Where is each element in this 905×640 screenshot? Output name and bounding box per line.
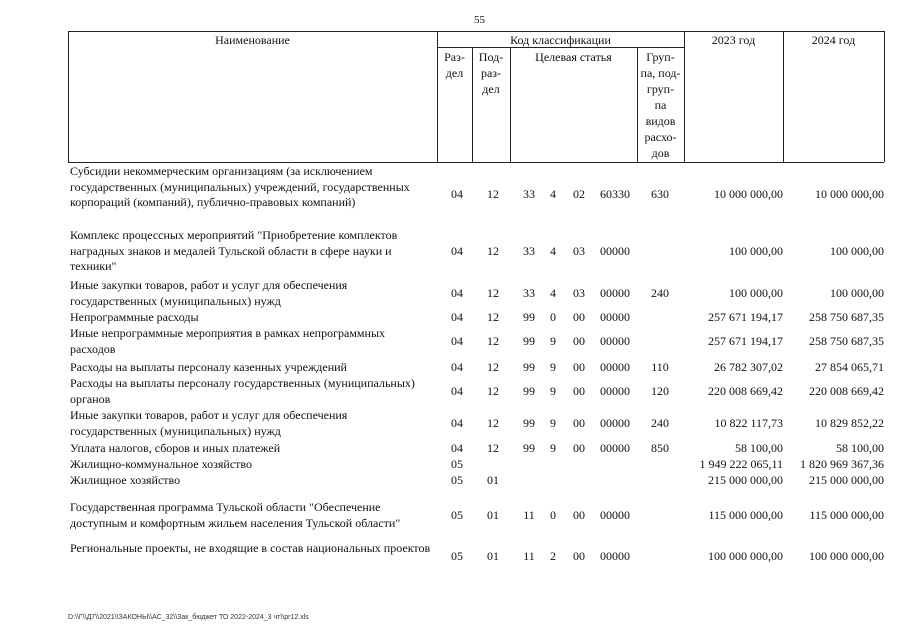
target-part2-cell: 4	[550, 285, 556, 300]
target-part4-cell: 00000	[600, 310, 630, 324]
group-cell: 120	[651, 383, 669, 398]
header-target: Целевая статья	[535, 50, 612, 64]
target-part3-cell: 00	[573, 507, 585, 522]
target-part3-cell: 03	[573, 285, 585, 300]
amount-2024-cell: 100 000,00	[830, 285, 884, 300]
row-name: Расходы на выплаты персоналу казенных учреждений	[70, 360, 347, 374]
target-part3-cell: 00	[573, 360, 585, 374]
group-cell: 240	[651, 415, 669, 430]
target-part2-cell: 9	[550, 333, 556, 348]
target-part4-cell: 60330	[600, 187, 630, 202]
amount-2024-cell: 1 820 969 367,36	[800, 457, 884, 471]
table-row	[0, 541, 905, 572]
target-part4-cell: 00000	[600, 548, 630, 563]
target-part2-cell: 9	[550, 415, 556, 430]
table-row	[0, 441, 905, 457]
header-podrazdel: Под- раз- дел	[478, 50, 504, 96]
amount-2023-cell: 215 000 000,00	[708, 473, 783, 487]
razdel-cell: 05	[451, 507, 463, 522]
group-cell: 850	[651, 441, 669, 455]
razdel-cell: 04	[451, 187, 463, 202]
target-part4-cell: 00000	[600, 383, 630, 398]
table-row	[0, 408, 905, 439]
table-row	[0, 310, 905, 326]
podrazdel-cell: 01	[487, 507, 499, 522]
target-part1-cell: 33	[523, 285, 535, 300]
header-bottom-border	[68, 162, 884, 163]
group-cell: 630	[651, 187, 669, 202]
podrazdel-cell: 01	[487, 473, 499, 487]
amount-2024-cell: 27 854 065,71	[815, 360, 884, 374]
podrazdel-cell: 12	[487, 383, 499, 398]
razdel-cell: 04	[451, 415, 463, 430]
row-name: Жилищное хозяйство	[70, 473, 181, 487]
group-cell: 110	[651, 360, 669, 374]
target-part2-cell: 0	[550, 507, 556, 522]
target-part4-cell: 00000	[600, 285, 630, 300]
header-razdel: Раз- дел	[444, 50, 465, 80]
target-part3-cell: 00	[573, 310, 585, 324]
target-part1-cell: 99	[523, 333, 535, 348]
razdel-cell: 05	[451, 548, 463, 563]
podrazdel-cell: 12	[487, 441, 499, 455]
target-part3-cell: 00	[573, 548, 585, 563]
target-part4-cell: 00000	[600, 243, 630, 258]
row-name: Региональные проекты, не входящие в состав национальных проектов	[70, 541, 431, 555]
row-name: Иные закупки товаров, работ и услуг для обеспечения государственных (муниципальных) нужд	[70, 408, 348, 438]
podrazdel-cell: 12	[487, 187, 499, 202]
row-name: Непрограммные расходы	[70, 310, 199, 324]
target-part1-cell: 99	[523, 441, 535, 455]
podrazdel-cell: 12	[487, 285, 499, 300]
podrazdel-cell: 12	[487, 415, 499, 430]
col-border-left	[68, 31, 69, 162]
target-part3-cell: 00	[573, 441, 585, 455]
amount-2024-cell: 100 000,00	[830, 243, 884, 258]
razdel-cell: 04	[451, 360, 463, 374]
razdel-cell: 04	[451, 243, 463, 258]
col-border-year1	[783, 31, 784, 162]
table-row	[0, 473, 905, 489]
table-row	[0, 228, 905, 275]
target-part1-cell: 11	[523, 507, 535, 522]
podrazdel-cell: 12	[487, 360, 499, 374]
amount-2024-cell: 115 000 000,00	[809, 507, 884, 522]
target-part3-cell: 02	[573, 187, 585, 202]
target-part3-cell: 03	[573, 243, 585, 258]
target-part4-cell: 00000	[600, 415, 630, 430]
target-part4-cell: 00000	[600, 507, 630, 522]
table-row	[0, 326, 905, 357]
table-row	[0, 376, 905, 407]
amount-2023-cell: 100 000,00	[729, 285, 783, 300]
target-part1-cell: 33	[523, 243, 535, 258]
row-name: Субсидии некоммерческим организациям (за исключением государственных (муниципальных) учреждений, государственных корпораций (компаний), публично-правовых компаний)	[70, 164, 410, 209]
amount-2023-cell: 100 000 000,00	[708, 548, 783, 563]
table-row	[0, 360, 905, 376]
row-name: Комплекс процессных мероприятий "Приобретение комплектов наградных знаков и медалей Тульской области в сфере науки и техники"	[70, 228, 398, 273]
amount-2023-cell: 58 100,00	[735, 441, 783, 455]
row-name: Государственная программа Тульской области "Обеспечение доступным и комфортным жильем населения Тульской области"	[70, 500, 401, 530]
header-group: Груп- па, под- груп- па видов расхо- дов	[640, 50, 681, 160]
target-part4-cell: 00000	[600, 360, 630, 374]
target-part1-cell: 99	[523, 360, 535, 374]
amount-2023-cell: 1 949 222 065,11	[699, 457, 783, 471]
target-part1-cell: 33	[523, 187, 535, 202]
header-code-group: Код классификации	[510, 33, 611, 47]
col-border-group	[684, 31, 685, 162]
razdel-cell: 04	[451, 383, 463, 398]
amount-2023-cell: 10 822 117,73	[714, 415, 783, 430]
target-part2-cell: 4	[550, 243, 556, 258]
target-part2-cell: 0	[550, 310, 556, 324]
target-part4-cell: 00000	[600, 441, 630, 455]
table-row	[0, 500, 905, 531]
amount-2024-cell: 58 100,00	[836, 441, 884, 455]
target-part3-cell: 00	[573, 383, 585, 398]
razdel-cell: 04	[451, 441, 463, 455]
razdel-cell: 05	[451, 457, 463, 471]
row-name: Расходы на выплаты персоналу государственных (муниципальных) органов	[70, 376, 415, 406]
target-part2-cell: 9	[550, 360, 556, 374]
page-number: 55	[474, 14, 485, 26]
amount-2024-cell: 220 008 669,42	[809, 383, 884, 398]
header-name: Наименование	[215, 33, 290, 47]
amount-2024-cell: 10 829 852,22	[815, 415, 884, 430]
row-name: Уплата налогов, сборов и иных платежей	[70, 441, 281, 455]
group-cell: 240	[651, 285, 669, 300]
amount-2024-cell: 100 000 000,00	[809, 548, 884, 563]
file-path-footer: D:\\Г\\Д7\\2021\\ЗАКОНЫ\\АС_32\\Зак_бюджет ТО 2022-2024_3 чт\\pr12.xls	[68, 614, 309, 621]
amount-2024-cell: 258 750 687,35	[809, 310, 884, 324]
target-part2-cell: 9	[550, 383, 556, 398]
row-name: Иные непрограммные мероприятия в рамках непрограммных расходов	[70, 326, 386, 356]
amount-2024-cell: 215 000 000,00	[809, 473, 884, 487]
razdel-cell: 04	[451, 285, 463, 300]
podrazdel-cell: 12	[487, 333, 499, 348]
razdel-cell: 04	[451, 310, 463, 324]
amount-2023-cell: 257 671 194,17	[708, 310, 783, 324]
header-year-2023: 2023 год	[711, 33, 756, 47]
amount-2023-cell: 115 000 000,00	[708, 507, 783, 522]
target-part2-cell: 9	[550, 441, 556, 455]
target-part1-cell: 11	[523, 548, 535, 563]
table-row	[0, 164, 905, 226]
podrazdel-cell: 12	[487, 310, 499, 324]
col-border-right	[884, 31, 885, 162]
razdel-cell: 05	[451, 473, 463, 487]
target-part4-cell: 00000	[600, 333, 630, 348]
amount-2023-cell: 257 671 194,17	[708, 333, 783, 348]
amount-2023-cell: 26 782 307,02	[714, 360, 783, 374]
amount-2023-cell: 10 000 000,00	[714, 187, 783, 202]
podrazdel-cell: 12	[487, 243, 499, 258]
row-name: Иные закупки товаров, работ и услуг для обеспечения государственных (муниципальных) нужд	[70, 278, 348, 308]
target-part3-cell: 00	[573, 415, 585, 430]
podrazdel-cell: 01	[487, 548, 499, 563]
razdel-cell: 04	[451, 333, 463, 348]
target-part1-cell: 99	[523, 415, 535, 430]
table-row	[0, 278, 905, 309]
target-part3-cell: 00	[573, 333, 585, 348]
table-row	[0, 457, 905, 473]
target-part1-cell: 99	[523, 310, 535, 324]
target-part2-cell: 4	[550, 187, 556, 202]
amount-2024-cell: 10 000 000,00	[815, 187, 884, 202]
target-part2-cell: 2	[550, 548, 556, 563]
row-name: Жилищно-коммунальное хозяйство	[70, 457, 253, 471]
target-part1-cell: 99	[523, 383, 535, 398]
header-year-2024: 2024 год	[811, 33, 856, 47]
amount-2024-cell: 258 750 687,35	[809, 333, 884, 348]
amount-2023-cell: 100 000,00	[729, 243, 783, 258]
amount-2023-cell: 220 008 669,42	[708, 383, 783, 398]
